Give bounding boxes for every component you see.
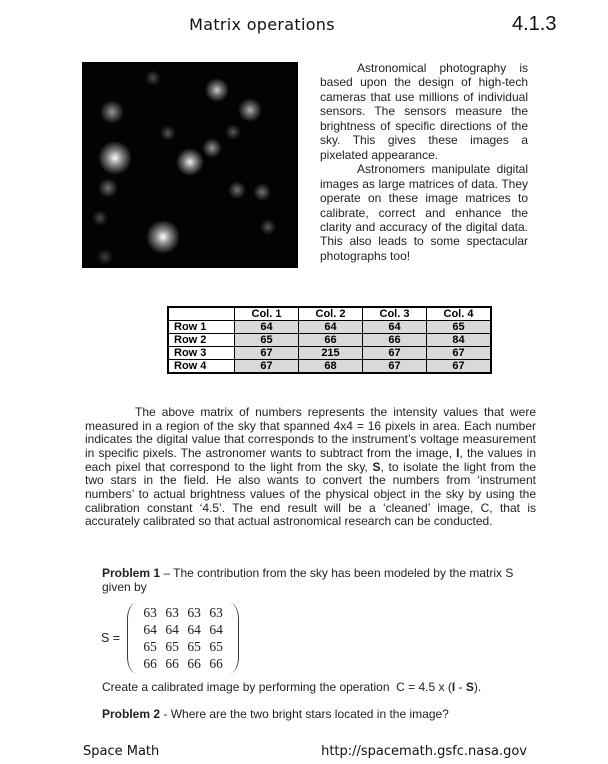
pixel-value-cell: 66	[363, 334, 427, 347]
problem-2	[102, 707, 562, 721]
matrix-cell: 63	[165, 604, 179, 620]
pixel-value-cell: 66	[299, 334, 363, 347]
matrix-cell: 63	[187, 604, 201, 620]
table-row	[168, 347, 491, 360]
pixel-value-cell: 215	[299, 347, 363, 360]
row-label: Row 1	[168, 321, 235, 334]
col-header: Col. 4	[427, 307, 492, 321]
pixel-value-cell: 67	[363, 347, 427, 360]
matrix-s-values	[137, 603, 229, 673]
pixel-value-table	[167, 306, 492, 374]
page-title: Matrix operations	[189, 15, 335, 34]
section-number: 4.1.3	[512, 13, 557, 35]
intro-paragraph-1: Astronomical photography is based upon the design of high-tech cameras that use millions of individual sensors. The sensors measure the brightness of specific directions of the sky. This gives these images a pixelated appearance.	[320, 61, 528, 162]
intro-paragraph-2: Astronomers manipulate digital images as large matrices of data. They operate on these image matrices to calibrate, correct and enhance the clarity and accuracy of the digital data. This also leads to some spectacular photographs too!	[320, 162, 528, 263]
matrix-cell: 64	[187, 621, 201, 637]
row-label: Row 4	[168, 360, 235, 374]
matrix-cell: 65	[209, 638, 223, 654]
pixel-value-cell: 65	[235, 334, 299, 347]
matrix-cell: 64	[165, 621, 179, 637]
problem-1-label: Problem 1	[102, 566, 161, 580]
pixel-value-cell: 67	[427, 347, 492, 360]
matrix-cell: 66	[209, 655, 223, 671]
matrix-s	[101, 603, 239, 673]
matrix-left-paren	[127, 603, 137, 673]
problem-1	[102, 566, 540, 594]
matrix-cell: 64	[209, 621, 223, 637]
pixel-value-cell: 65	[427, 321, 492, 334]
operation-instruction: Create a calibrated image by performing the operation C = 4.5 x (I - S).	[102, 680, 482, 694]
col-header: Col. 1	[235, 307, 299, 321]
pixel-value-cell: 68	[299, 360, 363, 374]
matrix-right-paren	[229, 603, 239, 673]
problem-2-statement: - Where are the two bright stars located in the image?	[163, 707, 449, 721]
footer-url: http://spacemath.gsfc.nasa.gov	[321, 744, 527, 759]
matrix-cell: 65	[143, 638, 157, 654]
col-header: Col. 3	[363, 307, 427, 321]
problem-1-statement: – The contribution from the sky has been modeled by the matrix S given by	[102, 566, 514, 594]
matrix-cell: 65	[165, 638, 179, 654]
star-photo-frame	[82, 62, 298, 268]
matrix-cell: 66	[187, 655, 201, 671]
table-row	[168, 334, 491, 347]
matrix-cell: 64	[143, 621, 157, 637]
problem-2-label: Problem 2	[102, 707, 161, 721]
table-row	[168, 360, 491, 374]
pixel-value-cell: 64	[235, 321, 299, 334]
intro-text	[320, 61, 528, 263]
matrix-cell: 66	[143, 655, 157, 671]
matrix-cell: 63	[209, 604, 223, 620]
page-footer	[83, 744, 527, 759]
table-corner-cell	[168, 307, 235, 321]
star-field-image	[84, 64, 296, 266]
pixel-value-cell: 64	[299, 321, 363, 334]
pixel-value-cell: 67	[363, 360, 427, 374]
pixel-value-cell: 67	[235, 360, 299, 374]
matrix-cell: 63	[143, 604, 157, 620]
matrix-cell: 66	[165, 655, 179, 671]
pixel-value-cell: 84	[427, 334, 492, 347]
table-header-row	[168, 307, 491, 321]
pixel-value-cell: 64	[363, 321, 427, 334]
footer-series-name: Space Math	[83, 744, 160, 759]
row-label: Row 2	[168, 334, 235, 347]
row-label: Row 3	[168, 347, 235, 360]
matrix-cell: 65	[187, 638, 201, 654]
table-row	[168, 321, 491, 334]
pixel-value-cell: 67	[427, 360, 492, 374]
col-header: Col. 2	[299, 307, 363, 321]
matrix-s-label: S =	[101, 631, 121, 645]
main-paragraph: The above matrix of numbers represents the intensity values that were measured in a region of the sky that spanned 4x4 = 16 pixels in area. Each number indicates the digital value that corresponds to the instrument’s voltage measurement in specific pixels. The astronomer wants to subtract from the image, I, the values in each pixel that correspond to the light from the sky, S, to isolate the light from the two stars in the field. He also wants to convert the numbers from ‘instrument numbers’ to actual brightness values of the physical object in the sky by using the calibration constant ‘4.5’. The end result will be a ‘cleaned’ image, C, that is accurately calibrated so that actual astronomical research can be conducted.	[85, 405, 536, 529]
pixel-value-cell: 67	[235, 347, 299, 360]
